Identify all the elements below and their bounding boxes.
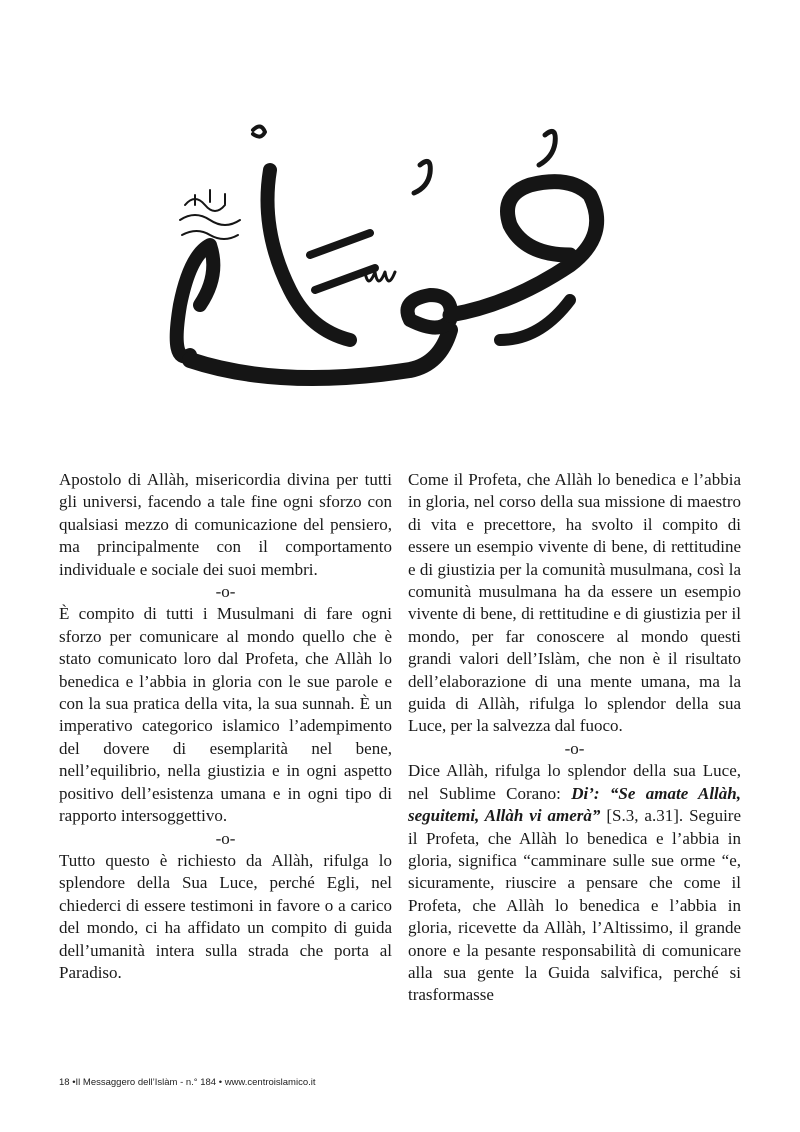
quran-quote: Di’: “Se amate Allàh, seguitemi, Allàh vi amerà”	[408, 783, 741, 826]
left-column	[59, 469, 392, 984]
section-separator: -o-	[215, 582, 236, 602]
section-separator: -o-	[215, 828, 236, 848]
right-paragraph-2-rest: Seguire il Profeta, che Allàh lo benedica e l’abbia in gloria, significa “camminare sulle sue orme “e, sicuramente, riuscire a pensare che come il Profeta, che Allàh lo benedica e l’abbia in gloria, ricevette da Allàh, l’Altissimo, il grande onore e la pesante responsabilità di comunicare alla sua gente la Guida salvifica, perché si trasformasse	[408, 806, 741, 1005]
left-paragraph-1: Apostolo di Allàh, misericordia divina per tutti gli universi, facendo a tale fine ogni sforzo con qualsiasi mezzo di comunicazione del pensiero, ma principalmente con il comportamento individuale e sociale dei suoi membri.	[59, 470, 392, 579]
page-footer: 18 •Il Messaggero dell’Islàm - n.° 184 • www.centroislamico.it	[59, 1077, 316, 1088]
right-paragraph-2	[408, 760, 741, 1006]
section-separator: -o-	[564, 738, 585, 758]
quran-intro-text: Dice Allàh, rifulga lo splendor della sua Luce, nel Sublime Corano:	[408, 761, 741, 803]
right-column	[408, 469, 741, 1007]
left-paragraph-3: Tutto questo è richiesto da Allàh, rifulga lo splendore della Sua Luce, perché Egli, nel chiederci di essere testimoni in favore o a carico del mondo, ci ha affidato un compito di guida dell’umanità intera sulla strada che porta al Paradiso.	[59, 850, 392, 982]
left-paragraph-2: È compito di tutti i Musulmani di fare ogni sforzo per comunicare al mondo quello che è stato comunicato loro dal Profeta, che Allàh lo benedica e l’abbia in gloria con le sue parole e con la sua pratica della vita, la sua sunnah. È un imperativo categorico islamico l’adempimento del dovere di esemplarità nel bene, nell’equilibrio, nella giustizia e in ogni aspetto positivo dell’esistenza umana e in ogni tipo di rapporto intersoggettivo.	[59, 604, 392, 826]
quran-reference: [S.3, a.31].	[600, 806, 684, 826]
muhammad-calligraphy	[150, 110, 630, 410]
right-paragraph-1: Come il Profeta, che Allàh lo benedica e l’abbia in gloria, nel corso della sua missione di maestro di vita e precettore, ha svolto il compito di essere un esempio vivente di bene, di rettitudine e di giustizia per la comunità musulmana, così la comunità musulmana ha da essere un esempio vivente di bene, di rettitudine e di giustizia per il mondo, per far conoscere al mondo questi grandi valori dell’Islàm, che non è il risultato dell’elaborazione di una mente umana, ma la guida di Allàh, rifulga lo splendor della sua Luce, per la salvezza dal fuoco.	[408, 470, 741, 736]
